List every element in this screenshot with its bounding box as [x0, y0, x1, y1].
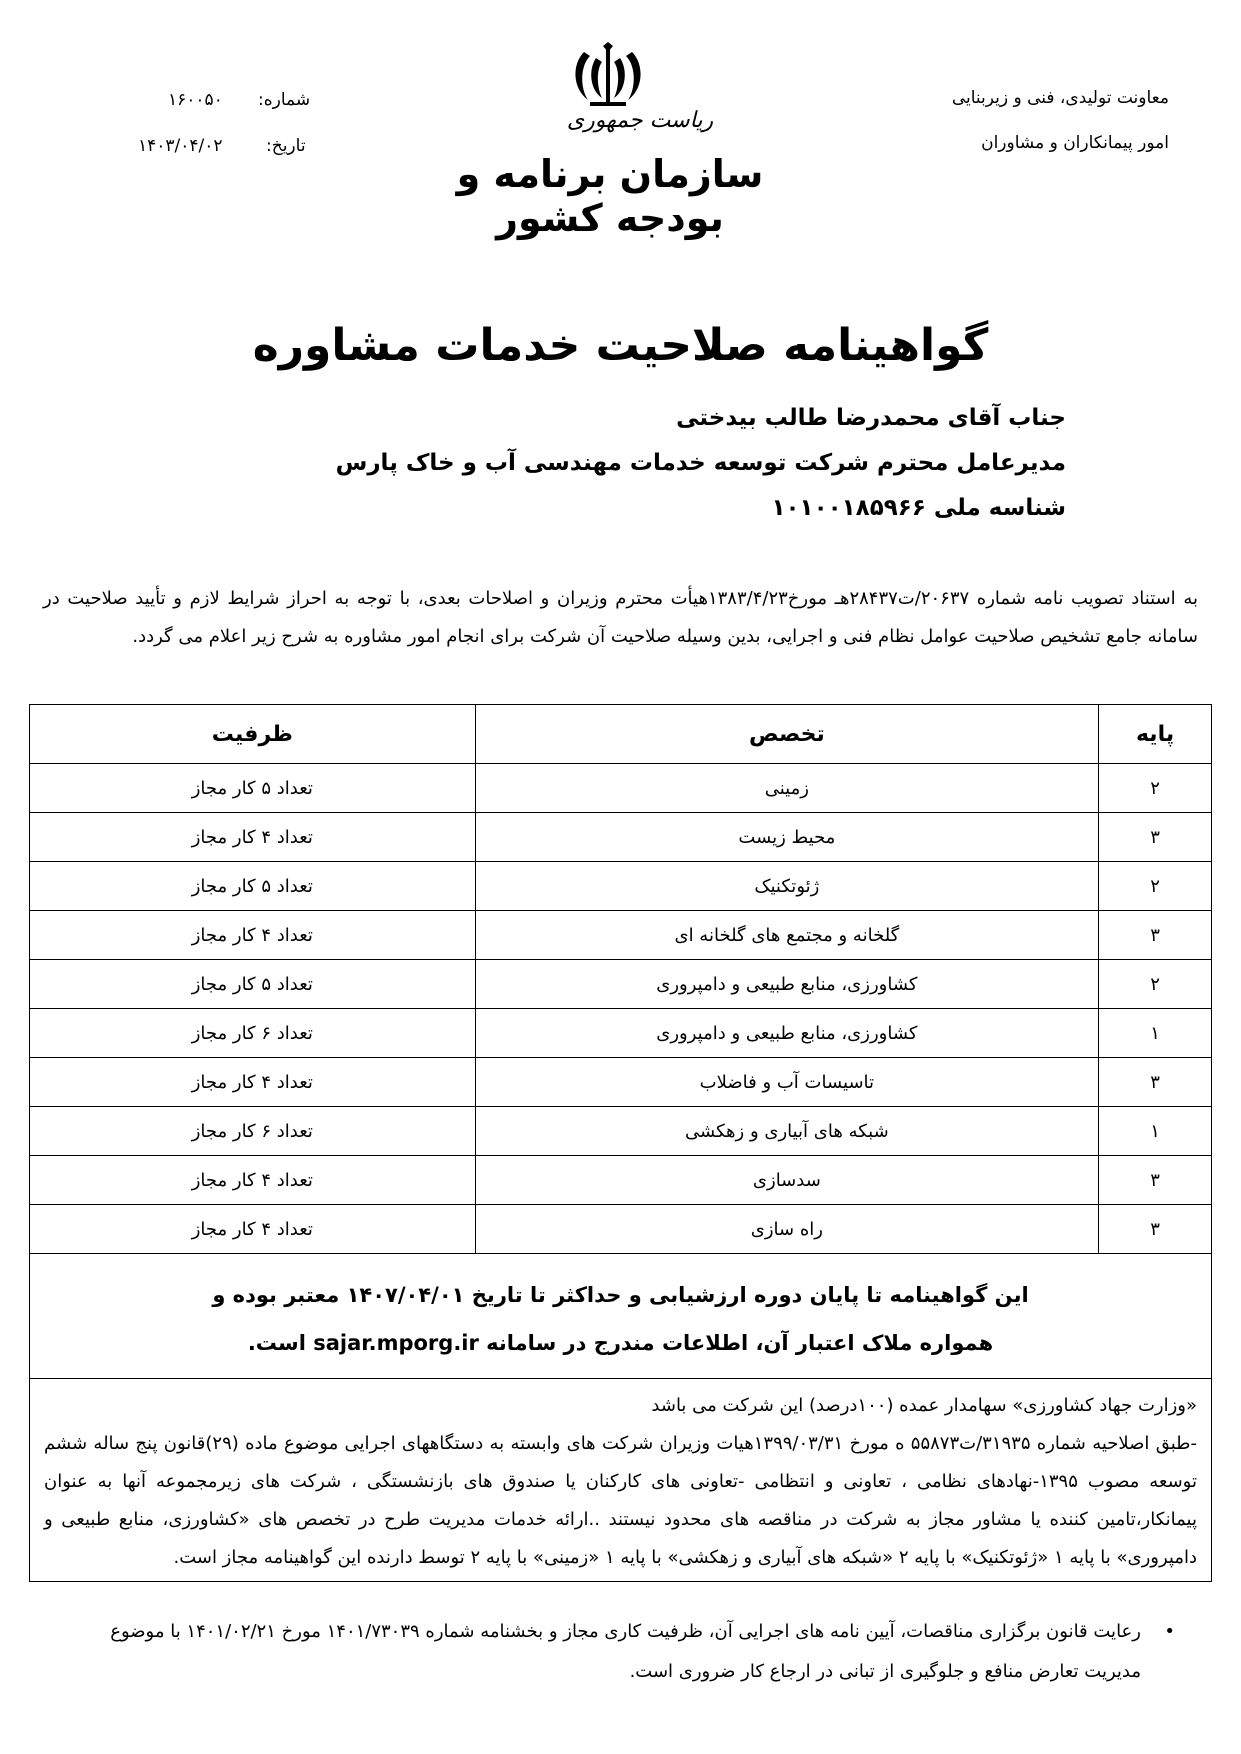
- cell-grade: ۲: [1099, 862, 1212, 911]
- validity-row: [30, 1254, 1212, 1379]
- cell-grade: ۱: [1099, 1009, 1212, 1058]
- cell-capacity: تعداد ۵ کار مجاز: [30, 862, 476, 911]
- date-value: ۱۴۰۳/۰۴/۰۲: [138, 136, 223, 156]
- validity-line-2: همواره ملاک اعتبار آن، اطلاعات مندرج در سامانه sajar.mporg.ir است.: [247, 1331, 994, 1355]
- cell-grade: ۳: [1099, 1058, 1212, 1107]
- table-row: [30, 1205, 1212, 1254]
- header-capacity: ظرفیت: [30, 705, 476, 764]
- cell-grade: ۲: [1099, 960, 1212, 1009]
- addressee-name: جناب آقای محمدرضا طالب بیدختی: [676, 405, 1066, 431]
- cell-capacity: تعداد ۴ کار مجاز: [30, 1058, 476, 1107]
- department-title: امور پیمانکاران و مشاوران: [981, 133, 1169, 153]
- qualification-table: [29, 704, 1212, 1582]
- deputy-title: معاونت تولیدی، فنی و زیربنایی: [951, 88, 1169, 108]
- national-id: شناسه ملی ۱۰۱۰۰۱۸۵۹۶۶: [771, 495, 1066, 521]
- intro-paragraph: به استناد تصویب نامه شماره ۲۰۶۳۷/ت۲۸۴۳۷هـ مورخ۱۳۸۳/۴/۲۳هیأت محترم وزیران و اصلاحات بعدی، با توجه به احراز شرایط لازم و تأیید صلاحیت در سامانه جامع تشخیص صلاحیت عوامل نظام فنی و اجرایی، بدین وسیله صلاحیت آن شرکت برای انجام امور مشاوره به شرح زیر اعلام می گردد.: [43, 588, 1198, 647]
- cell-capacity: تعداد ۵ کار مجاز: [30, 764, 476, 813]
- cell-capacity: تعداد ۴ کار مجاز: [30, 1205, 476, 1254]
- cell-specialty: ژئوتکنیک: [475, 862, 1098, 911]
- addressee-position: مدیرعامل محترم شرکت توسعه خدمات مهندسی آب و خاک پارس: [335, 450, 1066, 476]
- org-subtitle: ریاست جمهوری: [566, 108, 714, 133]
- cell-grade: ۳: [1099, 911, 1212, 960]
- cell-specialty: تاسیسات آب و فاضلاب: [475, 1058, 1098, 1107]
- table-row: [30, 862, 1212, 911]
- cell-capacity: تعداد ۶ کار مجاز: [30, 1009, 476, 1058]
- header-grade: پایه: [1099, 705, 1212, 764]
- table-header-row: [30, 705, 1212, 764]
- emblem-icon: [570, 42, 646, 108]
- bullet-icon: •: [1164, 1621, 1175, 1642]
- notes-row: [30, 1379, 1212, 1582]
- cell-capacity: تعداد ۴ کار مجاز: [30, 1156, 476, 1205]
- table-row: [30, 1058, 1212, 1107]
- page-title: گواهینامه صلاحیت خدمات مشاوره: [252, 320, 989, 371]
- cell-grade: ۳: [1099, 1205, 1212, 1254]
- cell-capacity: تعداد ۶ کار مجاز: [30, 1107, 476, 1156]
- table-row: [30, 1009, 1212, 1058]
- notes-line-2: -طبق اصلاحیه شماره ۳۱۹۳۵/ت۵۵۸۷۳ ه مورخ ۱۳۹۹/۰۳/۳۱هیات وزیران شرکت های وابسته به دستگاههای اجرایی موضوع ماده (۲۹)قانون پنج ساله ششم توسعه مصوب ۱۳۹۵-نهادهای نظامی ، تعاونی و انتظامی -تعاونی های کارکنان یا صندوق های بازنشستگی ، شرکت های زیرمجموعه آنها به عنوان پیمانکار،تامین کننده یا مشاور مجاز به شرکت در مناقصه های محدود نیستند ..ارائه خدمات مدیریت طرح در تخصص های «کشاورزی، منابع طبیعی و دامپروری» با پایه ۱ «ژئوتکنیک» با پایه ۲ «شبکه های آبیاری و زهکشی» با پایه ۱ «زمینی» با پایه ۲ توسط دارنده این گواهینامه مجاز است.: [44, 1433, 1197, 1568]
- cell-grade: ۳: [1099, 1156, 1212, 1205]
- cell-specialty: کشاورزی، منابع طبیعی و دامپروری: [475, 1009, 1098, 1058]
- cell-grade: ۲: [1099, 764, 1212, 813]
- bullet-text: رعایت قانون برگزاری مناقصات، آیین نامه های اجرایی آن، ظرفیت کاری مجاز و بخشنامه شماره ۱۴۰۱/۷۳۰۳۹ مورخ ۱۴۰۱/۰۲/۲۱ با موضوع مدیریت تعارض منافع و جلوگیری از تبانی در ارجاع کار ضروری است.: [110, 1621, 1141, 1682]
- date-label: تاریخ:: [266, 136, 306, 156]
- number-value: ۱۶۰۰۵۰: [168, 90, 223, 110]
- cell-specialty: راه سازی: [475, 1205, 1098, 1254]
- table-row: [30, 813, 1212, 862]
- org-name: سازمان برنامه و بودجه کشور: [456, 152, 764, 240]
- header-specialty: تخصص: [475, 705, 1098, 764]
- cell-specialty: گلخانه و مجتمع های گلخانه ای: [475, 911, 1098, 960]
- cell-specialty: شبکه های آبیاری و زهکشی: [475, 1107, 1098, 1156]
- cell-grade: ۳: [1099, 813, 1212, 862]
- cell-specialty: کشاورزی، منابع طبیعی و دامپروری: [475, 960, 1098, 1009]
- cell-grade: ۱: [1099, 1107, 1212, 1156]
- cell-capacity: تعداد ۴ کار مجاز: [30, 813, 476, 862]
- cell-specialty: سدسازی: [475, 1156, 1098, 1205]
- bullet-note: [71, 1612, 1175, 1692]
- table-row: [30, 911, 1212, 960]
- table-row: [30, 960, 1212, 1009]
- table-row: [30, 764, 1212, 813]
- cell-specialty: محیط زیست: [475, 813, 1098, 862]
- validity-line-1: این گواهینامه تا پایان دوره ارزشیابی و حداکثر تا تاریخ ۱۴۰۷/۰۴/۰۱ معتبر بوده و: [212, 1283, 1029, 1307]
- cell-capacity: تعداد ۵ کار مجاز: [30, 960, 476, 1009]
- table-row: [30, 1156, 1212, 1205]
- table-row: [30, 1107, 1212, 1156]
- notes-line-1: «وزارت جهاد کشاورزی» سهامدار عمده (۱۰۰درصد) این شرکت می باشد: [651, 1395, 1197, 1416]
- cell-specialty: زمینی: [475, 764, 1098, 813]
- number-label: شماره:: [258, 90, 311, 110]
- validity-cell: [30, 1254, 1212, 1379]
- cell-capacity: تعداد ۴ کار مجاز: [30, 911, 476, 960]
- notes-cell: [30, 1379, 1212, 1582]
